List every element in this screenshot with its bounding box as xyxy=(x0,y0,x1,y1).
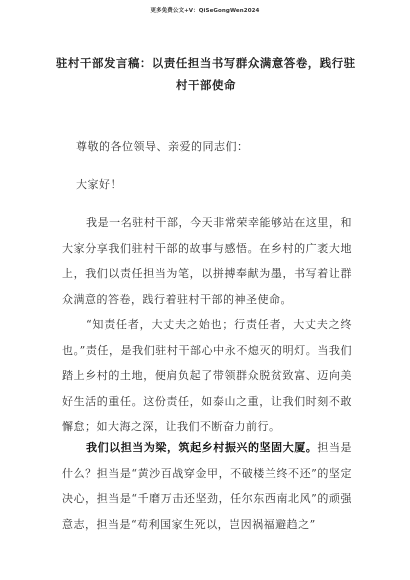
header-note: 更多免费公文+V：QiSeGongWen2024 xyxy=(150,8,260,14)
document-title xyxy=(56,52,356,96)
paragraph-2: “知责任者，大丈夫之始也；行责任者，大丈夫之终也。”责任，是我们驻村干部心中永不熄灭的明灯。当我们踏上乡村的土地，便肩负起了带领群众脱贫致富、迈向美好生活的重任。这份责任，如泰山之重，让我们时刻不敢懈怠；如大海之深，让我们不断奋力前行。 xyxy=(62,318,352,433)
title-line-1: 驻村干部发言稿：以责任担当书写群众满意答卷，践行驻 xyxy=(56,56,356,70)
salutation: 尊敬的各位领导、亲爱的同志们： xyxy=(76,140,249,153)
paragraph-1: 我是一名驻村干部，今天非常荣幸能够站在这里，和大家分享我们驻村干部的故事与感悟。在乡村的广袤大地上，我们以责任担当为笔，以拼搏奉献为墨，书写着让群众满意的答卷，践行着驻村干部的神圣使命。 xyxy=(62,216,352,306)
title-line-2: 村干部使命 xyxy=(176,78,236,92)
paragraph-3-text: 担当是什么？担当是“黄沙百战穿金甲，不破楼兰终不还”的坚定决心，担当是“千磨万击还坚劲，任尔东西南北风”的顽强意志，担当是“苟利国家生死以，岂因祸福避趋之” xyxy=(62,441,353,531)
greeting: 大家好！ xyxy=(76,178,122,191)
paragraph-3 xyxy=(62,435,352,537)
paragraph-3-bold-sentence: 我们以担当为梁，筑起乡村振兴的坚固大厦。 xyxy=(86,441,318,454)
